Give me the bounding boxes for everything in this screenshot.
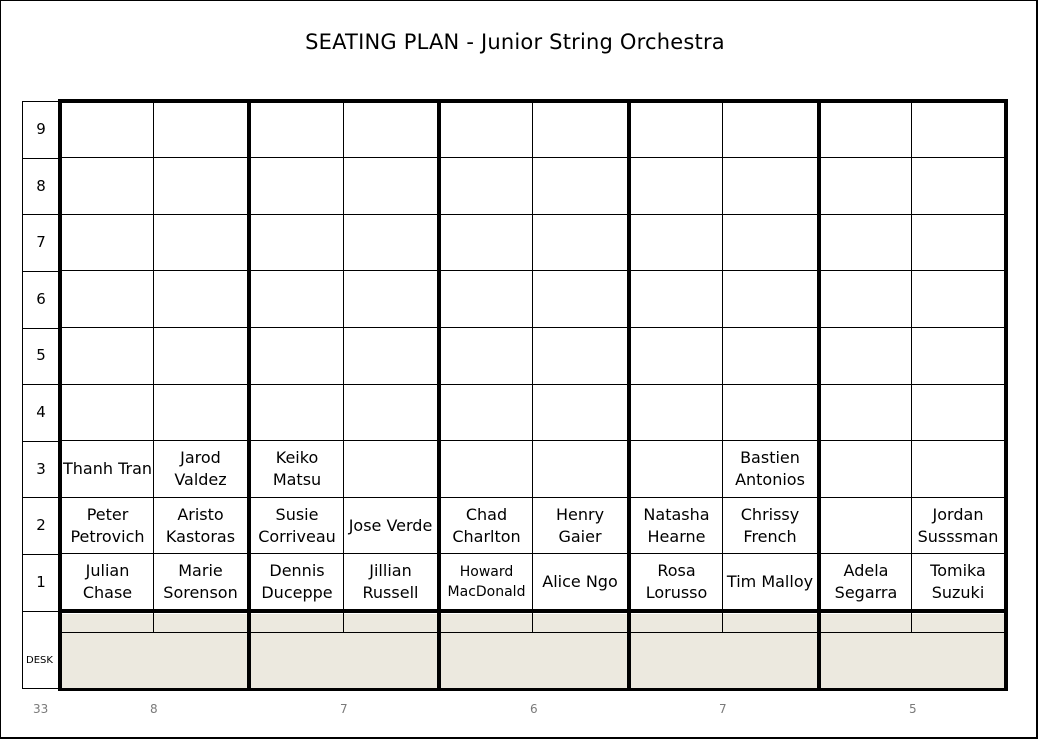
seat-violin1-desk4-outside[interactable]: Thanh Tran bbox=[62, 459, 153, 478]
seat-cello-desk3-outside[interactable]: Chrissy French bbox=[740, 504, 800, 546]
seat-violin2-desk2-outside[interactable]: Dennis Duceppe bbox=[261, 561, 333, 602]
row-label-4: 4 bbox=[36, 403, 46, 421]
seat-viola-desk2-inside[interactable]: Howard MacDonald bbox=[447, 564, 526, 600]
seat-bass-desk2-outside[interactable]: Tomika Suzuki bbox=[930, 561, 986, 602]
seat-violin2-desk3-outside[interactable]: Susie Corriveau bbox=[258, 504, 336, 546]
seat-bass-desk3-outside[interactable]: Jordan Susssman bbox=[917, 504, 999, 546]
seat-violin2-desk3-inside[interactable]: Jose Verde bbox=[348, 515, 433, 535]
row-divider bbox=[23, 214, 60, 215]
seat-bass-desk2-inside[interactable]: Adela Segarra bbox=[834, 561, 898, 602]
seat-cello-desk2-inside[interactable]: Rosa Lorusso bbox=[645, 561, 708, 602]
row-label-1: 1 bbox=[36, 573, 46, 591]
seat-violin1-desk3-outside[interactable]: Peter Petrovich bbox=[70, 504, 145, 546]
row-label-7: 7 bbox=[36, 233, 46, 251]
violin2-count: 7 bbox=[340, 702, 348, 716]
cello-count: 7 bbox=[719, 702, 727, 716]
bass-count: 5 bbox=[909, 702, 917, 716]
seating-grid-overlay bbox=[62, 103, 1004, 688]
row-divider bbox=[23, 384, 60, 385]
total-count: 33 bbox=[33, 702, 49, 716]
seat-violin1-desk4-inside[interactable]: Jarod Valdez bbox=[174, 448, 227, 489]
row-divider bbox=[23, 271, 60, 272]
row-label-9: 9 bbox=[36, 120, 46, 138]
seat-viola-desk3-outside[interactable]: Henry Gaier bbox=[555, 504, 605, 546]
row-divider bbox=[23, 497, 60, 498]
row-label-2: 2 bbox=[36, 516, 46, 534]
seat-cello-desk3-inside[interactable]: Natasha Hearne bbox=[643, 504, 710, 546]
row-divider bbox=[23, 611, 60, 612]
seat-viola-desk2-outside[interactable]: Alice Ngo bbox=[542, 572, 618, 591]
violin1-count: 8 bbox=[150, 702, 158, 716]
seat-viola-desk3-inside[interactable]: Chad Charlton bbox=[452, 504, 521, 546]
seat-violin1-desk2-inside[interactable]: Marie Sorenson bbox=[163, 561, 238, 602]
seat-violin1-desk3-inside[interactable]: Aristo Kastoras bbox=[165, 504, 236, 546]
row-label-6: 6 bbox=[36, 290, 46, 308]
row-label-8: 8 bbox=[36, 177, 46, 195]
seat-violin2-desk4-outside[interactable]: Keiko Matsu bbox=[272, 448, 322, 489]
page-title: SEATING PLAN - Junior String Orchestra bbox=[305, 30, 725, 54]
row-divider bbox=[23, 441, 60, 442]
seat-violin2-desk2-inside[interactable]: Jillian Russell bbox=[362, 561, 419, 602]
row-label-5: 5 bbox=[36, 346, 46, 364]
row-label-3: 3 bbox=[36, 460, 46, 478]
viola-count: 6 bbox=[530, 702, 538, 716]
row-divider bbox=[23, 158, 60, 159]
seat-cello-desk2-outside[interactable]: Tim Malloy bbox=[726, 572, 814, 591]
seat-violin1-desk2-outside[interactable]: Julian Chase bbox=[82, 561, 133, 602]
row-label-column bbox=[22, 101, 59, 689]
row-divider bbox=[23, 328, 60, 329]
row-divider bbox=[23, 554, 60, 555]
desk-label: DESK bbox=[26, 655, 53, 666]
seat-cello-desk4-outside[interactable]: Bastien Antonios bbox=[735, 448, 805, 489]
